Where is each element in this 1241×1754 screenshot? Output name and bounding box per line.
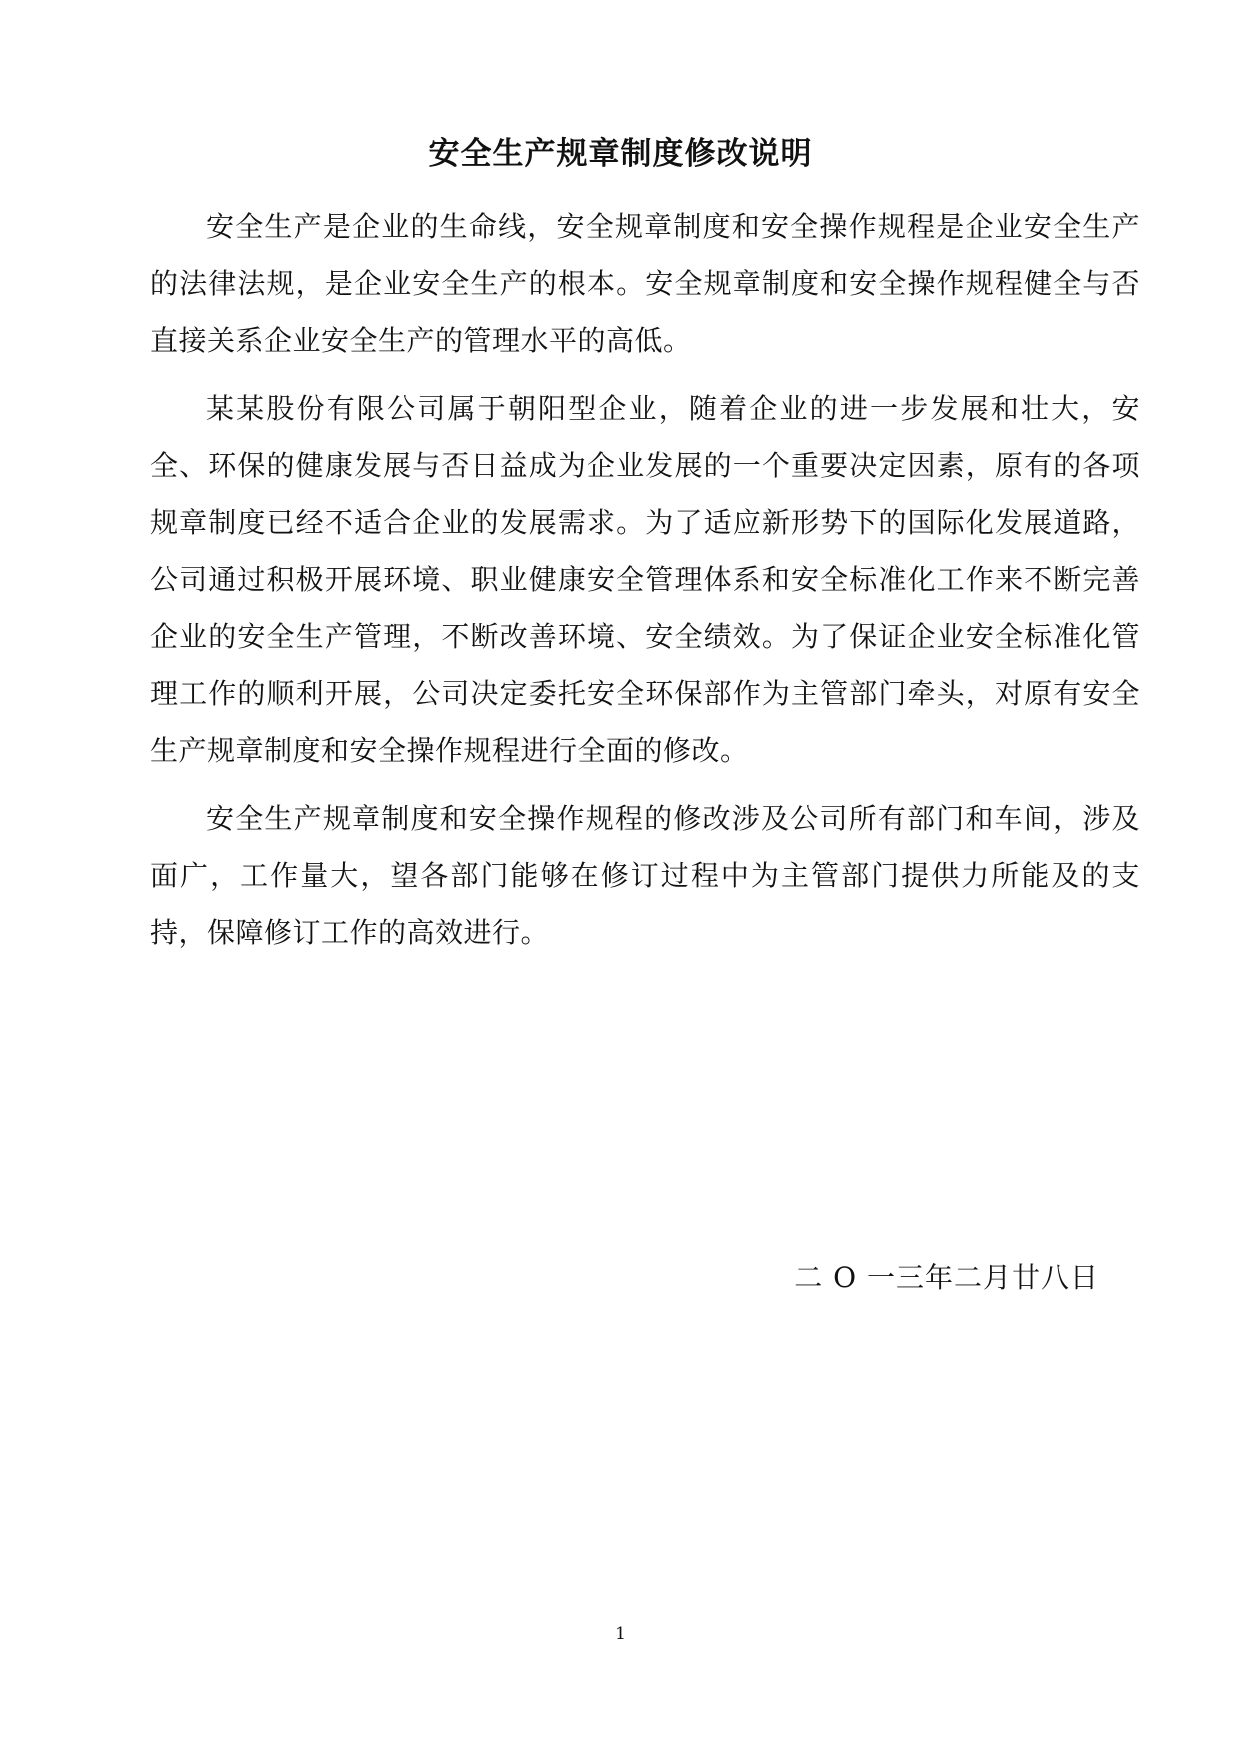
document-title: 安全生产规章制度修改说明 <box>428 136 813 172</box>
page-number: 1 <box>615 1624 626 1644</box>
paragraph-2: 某某股份有限公司属于朝阳型企业，随着企业的进一步发展和壮大，安全、环保的健康发展与否日益成为企业发展的一个重要决定因素，原有的各项规章制度已经不适合企业的发展需求。为了适应新形势下的国际化发展道路，公司通过积极开展环境、职业健康安全管理体系和安全标准化工作来不断完善企业的安全生产管理，不断改善环境、安全绩效。为了保证企业安全标准化管理工作的顺利开展，公司决定委托安全环保部作为主管部门牵头，对原有安全生产规章制度和安全操作规程进行全面的修改。 <box>150 392 1140 767</box>
document-body <box>150 198 1140 961</box>
document-date: 二 O 一三年二月廿八日 <box>794 1261 1099 1294</box>
paragraph-3: 安全生产规章制度和安全操作规程的修改涉及公司所有部门和车间，涉及面广，工作量大，望各部门能够在修订过程中为主管部门提供力所能及的支持，保障修订工作的高效进行。 <box>150 802 1140 949</box>
paragraph-1: 安全生产是企业的生命线，安全规章制度和安全操作规程是企业安全生产的法律法规，是企业安全生产的根本。安全规章制度和安全操作规程健全与否直接关系企业安全生产的管理水平的高低。 <box>150 210 1140 357</box>
